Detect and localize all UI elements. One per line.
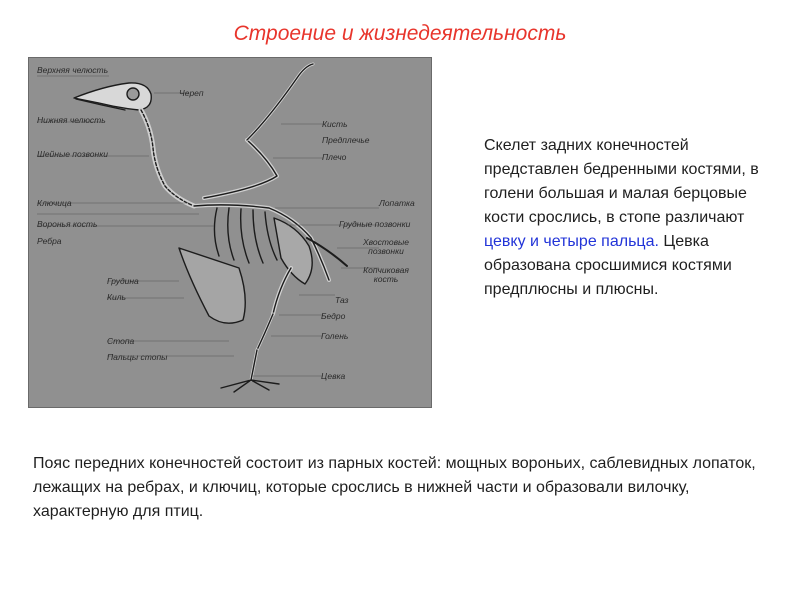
- forelimb-girdle-description: Пояс передних конечностей состоит из парных костей: мощных вороньих, саблевидных лопаток, лежащих на ребрах, и ключиц, которые срослись в нижней части и образовали вилочку, характерную для птиц.: [33, 455, 756, 520]
- skeleton-drawing: [29, 58, 432, 408]
- label-cervical-vertebrae: Шейные позвонки: [37, 149, 108, 159]
- label-coracoid: Воронья кость: [37, 219, 98, 229]
- label-skull: Череп: [179, 88, 204, 98]
- label-caudal-vertebrae: Хвостовые позвонки: [362, 237, 410, 256]
- label-thoracic-vertebrae: Грудные позвонки: [339, 219, 411, 229]
- label-femur: Бедро: [321, 311, 346, 321]
- label-sternum: Грудина: [107, 276, 139, 286]
- label-forearm: Предплечье: [322, 135, 370, 145]
- label-keel: Киль: [107, 292, 127, 302]
- label-scapula: Лопатка: [379, 198, 415, 208]
- hind-limb-text-part2: Цевка образована сросшимися костями предплюсны и плюсны.: [484, 233, 732, 298]
- bird-skeleton-figure: [28, 57, 432, 408]
- hind-limb-description: [484, 134, 774, 302]
- label-hand: Кисть: [322, 119, 348, 129]
- label-upper-jaw: Верхняя челюсть: [37, 65, 109, 75]
- hind-limb-highlight: цевку и четыре пальца.: [484, 233, 659, 250]
- label-tarsus: Цевка: [321, 371, 346, 381]
- label-lower-jaw: Нижняя челюсть: [37, 115, 106, 125]
- label-pygostyle: Копчиковая кость: [363, 265, 409, 284]
- label-shoulder: Плечо: [322, 152, 347, 162]
- label-foot: Стопа: [107, 336, 135, 346]
- label-shin: Голень: [321, 331, 349, 341]
- slide-title: Строение и жизнедеятельность: [233, 22, 567, 45]
- label-ribs: Ребра: [37, 236, 62, 246]
- label-clavicle: Ключица: [37, 198, 72, 208]
- label-pelvis: Таз: [335, 295, 349, 305]
- hind-limb-text-part1: Скелет задних конечностей представлен бедренными костями, в голени большая и малая берцовые кости срослись, в стопе различают: [484, 137, 759, 226]
- label-toes: Пальцы стопы: [107, 352, 168, 362]
